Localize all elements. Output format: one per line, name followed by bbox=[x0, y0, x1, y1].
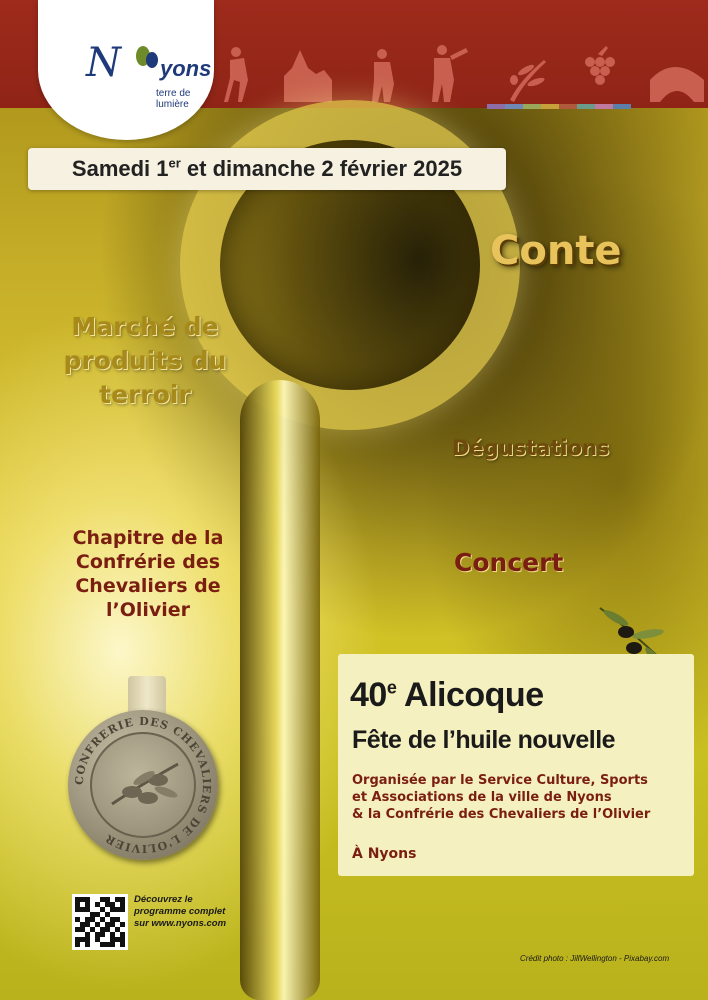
date-banner bbox=[28, 148, 506, 190]
event-marche: Marché de produits du terroir bbox=[63, 312, 227, 409]
olive-dot-icon bbox=[146, 52, 158, 68]
photo-credit: Crédit photo : JillWellington - Pixabay.com bbox=[520, 954, 670, 963]
color-stripe bbox=[541, 104, 559, 109]
svg-text:CONFRERIE DES CHEVALIERS DE L': CONFRERIE DES CHEVALIERS DE L'OLIVIER bbox=[72, 714, 214, 856]
festival-subtitle: Fête de l’huile nouvelle bbox=[352, 726, 616, 754]
grapes-icon bbox=[585, 46, 615, 85]
logo-mark: N bbox=[86, 40, 119, 86]
trumpeter-icon bbox=[432, 45, 468, 102]
organizer-line: Organisée par le Service Culture, Sports bbox=[352, 773, 648, 788]
pictogram-strip bbox=[214, 40, 708, 104]
color-stripe bbox=[613, 104, 631, 109]
qr-caption-line: programme complet bbox=[134, 906, 226, 917]
qr-code[interactable] bbox=[72, 894, 128, 950]
color-stripes bbox=[487, 104, 631, 109]
saxophone-player-icon bbox=[372, 49, 394, 102]
organizer-line: et Associations de la ville de Nyons bbox=[352, 790, 612, 805]
logo-word: yons bbox=[160, 56, 212, 81]
qr-caption bbox=[134, 894, 254, 930]
organizer-line: & la Confrérie des Chevaliers de l’Olivier bbox=[352, 807, 651, 822]
event-conte: Conte bbox=[490, 228, 622, 274]
dancer-icon bbox=[224, 47, 248, 102]
qr-pattern bbox=[75, 897, 125, 947]
color-stripe bbox=[487, 104, 505, 109]
olive-sprig-icon bbox=[510, 60, 546, 102]
bridge-icon bbox=[650, 67, 704, 102]
qr-caption-line: Découvrez le bbox=[134, 894, 193, 905]
qr-caption-link[interactable]: sur www.nyons.com bbox=[134, 918, 227, 929]
color-stripe bbox=[595, 104, 613, 109]
location: À Nyons bbox=[352, 846, 417, 862]
logo[interactable] bbox=[38, 0, 214, 140]
color-stripe bbox=[577, 104, 595, 109]
color-stripe bbox=[559, 104, 577, 109]
medal-inscription bbox=[68, 710, 218, 860]
event-degustations: Dégustations bbox=[452, 436, 610, 460]
village-icon bbox=[284, 50, 332, 102]
confrerie-medal-image bbox=[68, 710, 218, 860]
color-stripe bbox=[505, 104, 523, 109]
event-date: Samedi 1er et dimanche 2 février 2025 bbox=[71, 155, 463, 181]
festival-title: 40e Alicoque bbox=[350, 676, 544, 714]
color-stripe bbox=[523, 104, 541, 109]
event-concert: Concert bbox=[454, 548, 564, 577]
logo-tagline: terre de lumière bbox=[156, 88, 191, 110]
qr-module bbox=[120, 942, 125, 947]
event-chapitre: Chapitre de la Confrérie des Chevaliers de l’Olivier bbox=[72, 527, 224, 621]
organizer-text bbox=[352, 772, 688, 823]
